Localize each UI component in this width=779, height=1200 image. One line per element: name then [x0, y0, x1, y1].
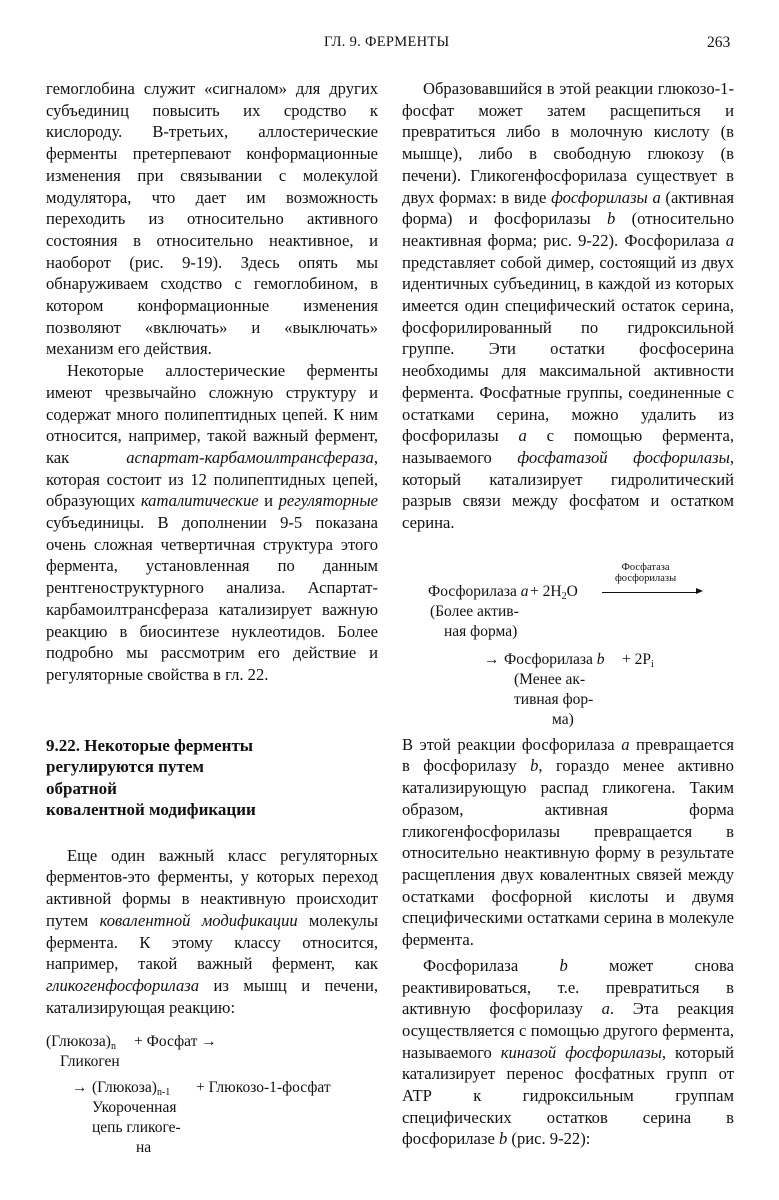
- paragraph-reactivation-kinase: Фосфорилаза b может снова реактивироваться, т.е. превратиться в активную фосфорилазу a. Эта реакция осуществляется с помощью другого фермента, называемого киназой фосфорилазы, который катализирует перенос фосфатных групп от АТР к гидроксильным группам специфических остатков серина в фосфорилазе b (рис. 9-22):: [402, 955, 735, 1149]
- paragraph-covalent-modification: Еще один важный класс регуляторных ферментов-это ферменты, у которых переход активной формы в неактивную происходит путем ковалентной модификации молекулы фермента. К этому классу относится, например, такой важный фермент, как гликогенфосфорилаза из мышц и печени, катализирующая реакцию:: [46, 845, 378, 1017]
- running-head: ГЛ. 9. ФЕРМЕНТЫ: [324, 34, 450, 50]
- page-number: 263: [707, 34, 731, 51]
- paragraph-phosphorylase-forms: Образовавшийся в этой реакции глюкозо-1-фосфат может затем расщепиться и превратиться либо в молочную кислоту (в мышце), либо в свободную глюкозу (в печени). Гликогенфосфорилаза существует в двух формах: в виде фосфорилазы а (активная форма) и фосфорилазы b (относительно неактивная форма; рис. 9-22). Фосфорилаза a представляет собой димер, состоящий из двух идентичных субъединиц, в каждой из которых имеется один специфический остаток серина, фосфорилированный по гидроксильной группе. Эти остатки фосфосерина необходимы для максимальной активности фермента. Фосфатные группы, соединенные с остатками серина, можно удалить из фосфорилазы a с помощью фермента, называемого фосфатазой фосфорилазы, который катализирует гидролитический разрыв связи между фосфатом и остатком серина.: [402, 79, 734, 533]
- enzyme-label: Фосфатаза фосфорилазы: [615, 561, 677, 584]
- phosphatase-reaction-equation: Фосфатаза фосфорилазы Фосфорилаза a + $2H_2O$ (Более актив- ная форма) → Фосфорилаза b + $2P_i$ (Менее ак- тивная фор- ма): [402, 562, 734, 722]
- glycogen-reaction-equation: $(Глюкоза)_n$ + Фосфат → Гликоген → $(Глюкоза)_{n-1}$ + Глюкозо-1-фосфат Укороченная цепь гликоге- на: [46, 1033, 331, 1157]
- reaction-arrow-long: [602, 592, 698, 593]
- reaction-arrow-head: [696, 588, 703, 594]
- paragraph-hemoglobin-continuation: гемоглобина служит «сигналом» для других субъединиц повысить их сродство к кислороду. В-третьих, аллостерические ферменты претерпевают конформационные изменения при связывании с молекулой модулятора, что дает им возможность переходить из относительно активного состояния в относительно неактивное, и наоборот (рис. 9-19). Здесь опять мы обнаруживаем сходство с гемоглобином, в котором конформационные изменения позволяют «включать» и «выключать» механизм его действия.: [46, 79, 378, 359]
- reaction-arrow-short: →: [484, 650, 500, 668]
- right-column: [402, 78, 734, 1150]
- paragraph-conversion-a-to-b: В этой реакции фосфорилаза a превращается в фосфорилазу b, гораздо менее активно катализирующую распад гликогена. Таким образом, активная форма гликогенфосфорилазы превращается в относительно неактивную форму в результате расщепления двух ковалентных связей между остатками фосфорной кислоты и двумя специфическими остатками серина в молекуле фермента.: [402, 734, 734, 950]
- reaction-arrow: →: [72, 1079, 88, 1097]
- paragraph-complex-allosteric: Некоторые аллостерические ферменты имеют чрезвычайно сложную структуру и содержат много полипептидных цепей. К ним относится, например, такой важный фермент, как аспартат-карбамоилтрансфераза, которая состоит из 12 полипептидных цепей, образующих каталитические и регуляторные субъединицы. В дополнении 9-5 показана очень сложная четвертичная структура этого фермента, установленная по данным рентгеноструктурного анализа. Аспартат-карбамоилтрансфераза катализирует важную реакцию в биосинтезе нуклеотидов. Более подробно мы рассмотрим его действие и регуляторные свойства в гл. 22.: [46, 361, 379, 684]
- page-header: [0, 34, 779, 54]
- section-heading-9-22: 9.22. Некоторые ферменты регулируются путем обратной ковалентной модификации: [46, 735, 256, 820]
- left-column: [46, 78, 378, 1182]
